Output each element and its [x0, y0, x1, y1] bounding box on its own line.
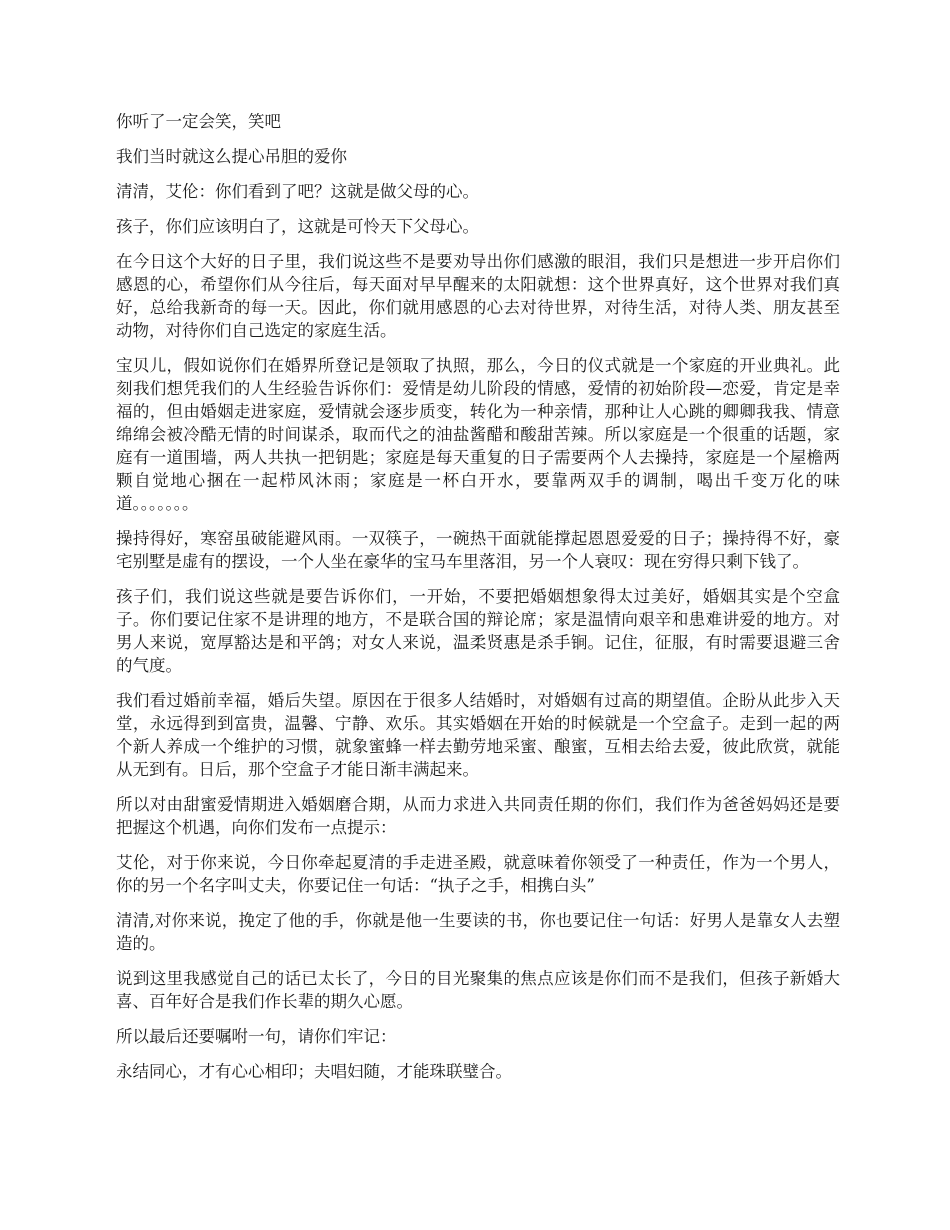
paragraph-14: 所以最后还要嘱咐一句，请你们牢记： — [116, 1027, 397, 1046]
document-body — [116, 110, 840, 1095]
paragraph-4: 孩子，你们应该明白了，这就是可怜天下父母心。 — [116, 217, 479, 236]
paragraph-10: 所以对由甜蜜爱情期进入婚姻磨合期，从而力求进入共同责任期的你们，我们作为爸爸妈妈还是要把握这个机遇，向你们发布一点提示： — [116, 795, 840, 837]
paragraph-1: 你听了一定会笑，笑吧 — [116, 112, 281, 131]
paragraph-6: 宝贝儿，假如说你们在婚界所登记是领取了执照，那么，今日的仪式就是一个家庭的开业典礼。此刻我们想凭我们的人生经验告诉你们：爱情是幼儿阶段的情感，爱情的初始阶段—恋爱，肯定是幸福的，但由婚姻走进家庭，爱情就会逐步质变，转化为一种亲情，那种让人心跳的卿卿我我、情意绵绵会被冷酷无情的时间谋杀，取而代之的油盐酱醋和酸甜苦辣。所以家庭是一个很重的话题，家庭有一道围墙，两人共执一把钥匙；家庭是每天重复的日子需要两个人去操持，家庭是一个屋檐两颗自觉地心捆在一起栉风沐雨；家庭是一杯白开水，要靠两双手的调制，喝出千变万化的味道。。。。。。。 — [116, 356, 840, 513]
paragraph-5: 在今日这个大好的日子里，我们说这些不是要劝导出你们感激的眼泪，我们只是想进一步开启你们感恩的心，希望你们从今往后，每天面对早早醒来的太阳就想：这个世界真好，这个世界对我们真好，总给我新奇的每一天。因此，你们就用感恩的心去对待世界，对待生活，对待人类、朋友甚至动物，对待你们自己选定的家庭生活。 — [116, 252, 840, 340]
paragraph-15: 永结同心，才有心心相印；夫唱妇随，才能珠联璧合。 — [116, 1062, 512, 1081]
paragraph-13: 说到这里我感觉自己的话已太长了，今日的目光聚集的焦点应该是你们而不是我们，但孩子新婚大喜、百年好合是我们作长辈的期久心愿。 — [116, 969, 840, 1011]
paragraph-2: 我们当时就这么提心吊胆的爱你 — [116, 147, 347, 166]
paragraph-7: 操持得好，寒窑虽破能避风雨。一双筷子，一碗热干面就能撑起恩恩爱爱的日子；操持得不好，豪宅别墅是虚有的摆设，一个人坐在豪华的宝马车里落泪，另一个人衰叹：现在穷得只剩下钱了。 — [116, 529, 840, 571]
paragraph-11: 艾伦，对于你来说，今日你牵起夏清的手走进圣殿，就意味着你领受了一种责任，作为一个男人，你的另一个名字叫丈夫，你要记住一句话：“执子之手，相携白头” — [116, 853, 840, 895]
paragraph-8: 孩子们，我们说这些就是要告诉你们，一开始，不要把婚姻想象得太过美好，婚姻其实是个空盒子。你们要记住家不是讲理的地方，不是联合国的辩论席；家是温情向艰辛和患难讲爱的地方。对男人来说，宽厚豁达是和平鸽；对女人来说，温柔贤惠是杀手锏。记住，征服，有时需要退避三舍的气度。 — [116, 587, 840, 675]
paragraph-12: 清清,对你来说，挽定了他的手，你就是他一生要读的书，你也要记住一句话：好男人是靠女人去塑造的。 — [116, 911, 840, 953]
paragraph-9: 我们看过婚前幸福，婚后失望。原因在于很多人结婚时，对婚姻有过高的期望值。企盼从此步入天堂，永远得到到富贵，温馨、宁静、欢乐。其实婚姻在开始的时候就是一个空盒子。走到一起的两个新人养成一个维护的习惯，就象蜜蜂一样去勤劳地采蜜、酿蜜，互相去给去爱，彼此欣赏，就能从无到有。日后，那个空盒子才能日渐丰满起来。 — [116, 691, 840, 779]
paragraph-3: 清清，艾伦：你们看到了吧？这就是做父母的心。 — [116, 182, 479, 201]
